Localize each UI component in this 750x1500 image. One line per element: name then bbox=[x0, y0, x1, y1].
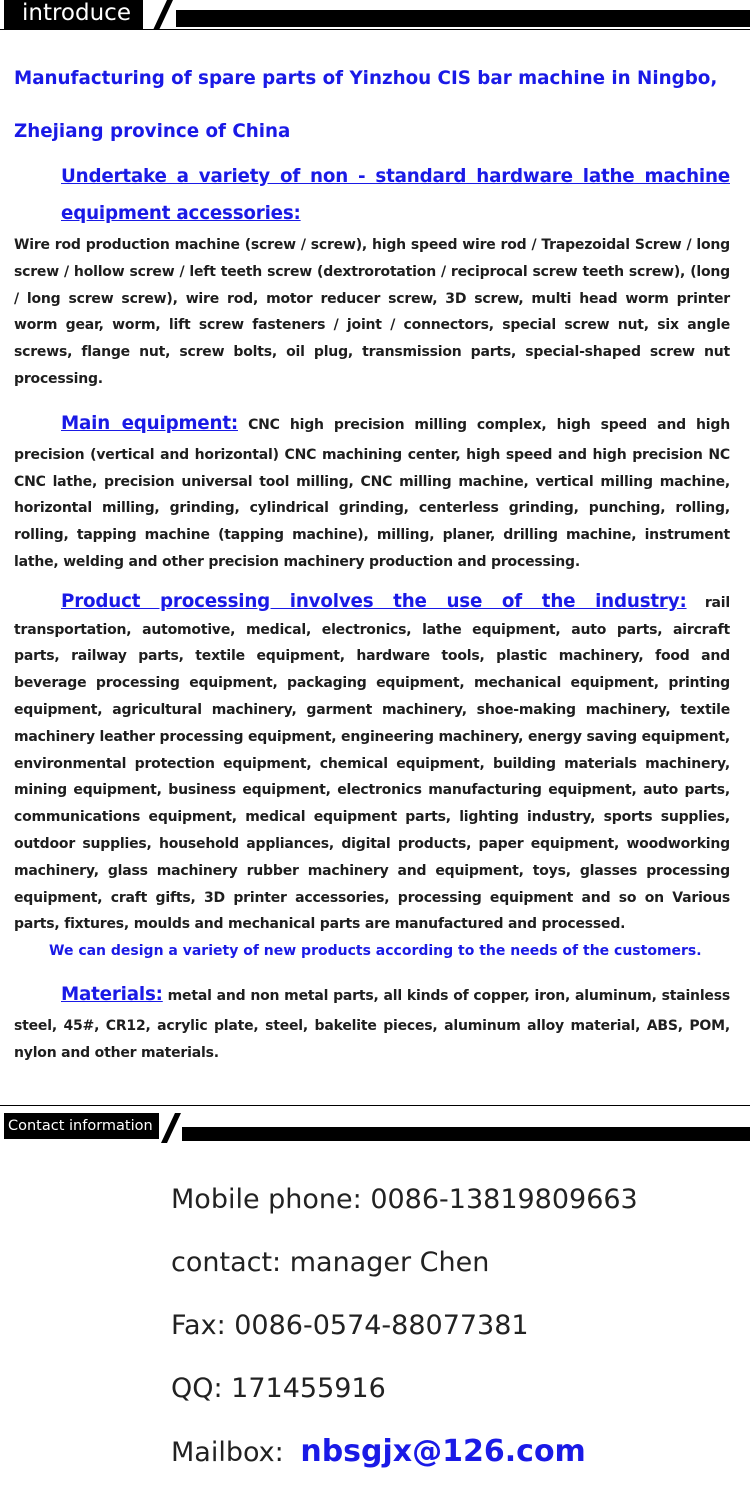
materials-text: metal and non metal parts, all kinds of copper, iron, aluminum, stainless steel, 45#, CR12, acrylic plate, steel, bakelite pieces, aluminum alloy material, ABS, POM, nylon and other materials. bbox=[14, 988, 730, 1061]
contact-bar-topline bbox=[0, 1105, 750, 1106]
contact-person: contact: manager Chen bbox=[171, 1247, 490, 1278]
contact-bar-slash bbox=[161, 1113, 181, 1143]
contact-bar-label: Contact information bbox=[4, 1113, 159, 1139]
equipment-paragraph bbox=[14, 405, 730, 576]
contact-bar-line bbox=[182, 1127, 750, 1141]
materials-paragraph bbox=[14, 976, 730, 1067]
contact-mobile: Mobile phone: 0086-13819809663 bbox=[171, 1184, 638, 1215]
mailbox-value[interactable]: nbsgjx@126.com bbox=[300, 1434, 586, 1469]
page-title: Manufacturing of spare parts of Yinzhou CIS bar machine in Ningbo, Zhejiang province of China bbox=[14, 68, 718, 142]
intro-bar-line bbox=[176, 10, 750, 27]
industry-paragraph bbox=[14, 588, 730, 938]
undertake-paragraph bbox=[14, 158, 730, 393]
equipment-text: CNC high precision milling complex, high speed and high precision (vertical and horizontal) CNC machining center, high speed and high precision NC CNC lathe, precision universal tool milling, CNC milling machine, vertical milling machine, horizontal milling, grinding, cylindrical grinding, centerless grinding, punching, rolling, rolling, tapping machine (tapping machine), milling, planer, drilling machine, instrument lathe, welding and other precision machinery production and processing. bbox=[14, 416, 730, 570]
contact-mailbox bbox=[171, 1420, 638, 1484]
equipment-heading: Main equipment: bbox=[61, 412, 238, 434]
contact-info bbox=[171, 1168, 638, 1484]
intro-bar-underline bbox=[0, 29, 750, 30]
contact-section-bar bbox=[0, 1105, 750, 1143]
undertake-heading: Undertake a variety of non - standard hardware lathe machine equipment accessories: bbox=[61, 166, 730, 224]
design-note: We can design a variety of new products according to the needs of the customers. bbox=[49, 943, 702, 960]
undertake-text: Wire rod production machine (screw / screw), high speed wire rod / Trapezoidal Screw / long screw / hollow screw / left teeth screw (dextrorotation / reciprocal screw teeth screw), (long / long screw screw), wire rod, motor reducer screw, 3D screw, multi head worm printer worm gear, worm, lift screw fasteners / joint / connectors, special screw nut, six angle screws, flange nut, screw bolts, oil plug, transmission parts, special-shaped screw nut processing. bbox=[14, 237, 730, 387]
intro-bar-slash bbox=[153, 0, 173, 30]
contact-qq: QQ: 171455916 bbox=[171, 1373, 386, 1404]
industry-heading: Product processing involves the use of the industry: bbox=[61, 590, 687, 612]
contact-fax: Fax: 0086-0574-88077381 bbox=[171, 1310, 529, 1341]
industry-text: rail transportation, automotive, medical, electronics, lathe equipment, auto parts, aircraft parts, railway parts, textile equipment, hardware tools, plastic machinery, food and beverage processing equipment, packaging equipment, mechanical equipment, printing equipment, agricultural machinery, garment machinery, shoe-making machinery, textile machinery leather processing equipment, engineering machinery, energy saving equipment, environmental protection equipment, chemical equipment, building materials machinery, mining equipment, business equipment, electronics manufacturing equipment, auto parts, communications equipment, medical equipment parts, lighting industry, sports supplies, outdoor supplies, household appliances, digital products, paper equipment, woodworking machinery, glass machinery rubber machinery and equipment, toys, glasses processing equipment, craft gifts, 3D printer accessories, processing equipment and so on Various parts, fixtures, moulds and mechanical parts are manufactured and processed. bbox=[14, 594, 730, 933]
mailbox-label: Mailbox: bbox=[171, 1437, 284, 1468]
intro-bar-label: introduce bbox=[4, 0, 143, 30]
intro-content bbox=[14, 52, 730, 1067]
materials-heading: Materials: bbox=[61, 984, 163, 1006]
intro-section-bar bbox=[0, 0, 750, 30]
